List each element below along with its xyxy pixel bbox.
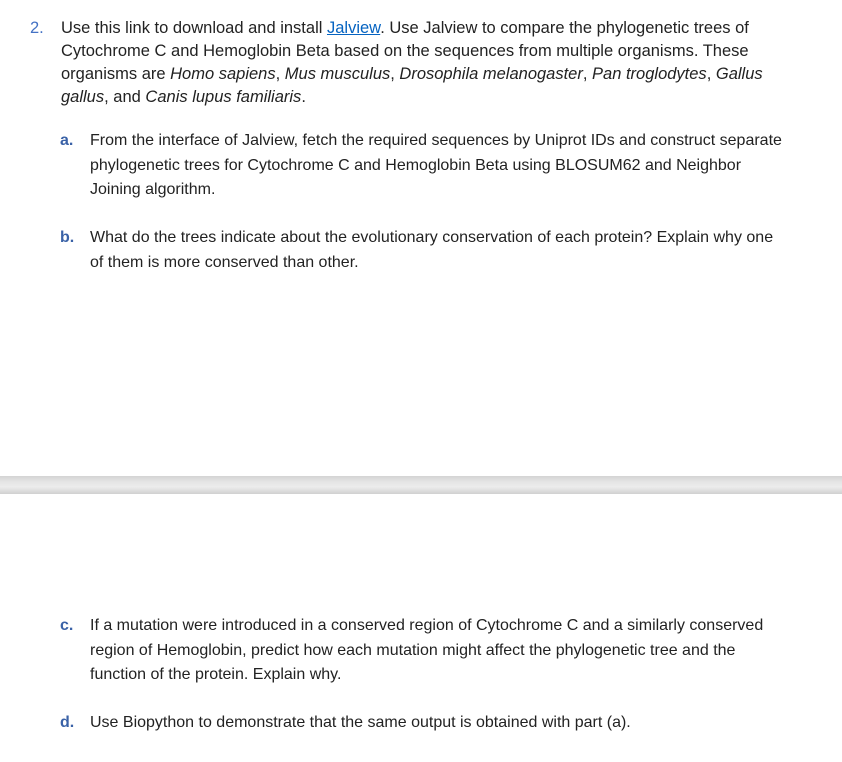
- organism-pan-troglodytes: Pan troglodytes: [592, 65, 707, 83]
- question-text: [61, 17, 771, 109]
- organism-separator: ,: [275, 65, 285, 83]
- subquestion-b-letter: b.: [60, 229, 75, 246]
- organism-separator: ,: [706, 65, 716, 83]
- organism-separator-and: , and: [104, 88, 146, 106]
- subquestion-c-text: If a mutation were introduced in a conserved region of Cytochrome C and a similarly conserved region of Hemoglobin, predict how each mutation might affect the phylogenetic tree and the function of the protein. Explain why.: [90, 617, 764, 683]
- document-page-bottom: [0, 494, 842, 762]
- organism-homo-sapiens: Homo sapiens: [170, 65, 276, 83]
- question-end: .: [301, 88, 306, 106]
- subquestion-a-text: From the interface of Jalview, fetch the required sequences by Uniprot IDs and construct separate phylogenetic trees for Cytochrome C and Hemoglobin Beta using BLOSUM62 and Neighbor Joining algorithm.: [90, 132, 782, 198]
- question-number: 2.: [30, 19, 44, 37]
- organism-mus-musculus: Mus musculus: [284, 65, 391, 83]
- subquestion-c-letter: c.: [60, 617, 74, 634]
- page-break-divider: [0, 476, 842, 494]
- subquestion-a-letter: a.: [60, 132, 74, 149]
- organism-separator: ,: [582, 65, 593, 83]
- organism-separator: ,: [390, 65, 400, 83]
- subquestion-d-letter: d.: [60, 714, 75, 731]
- question-intro-before-link: Use this link to download and install: [61, 19, 327, 37]
- jalview-link[interactable]: Jalview: [326, 19, 381, 37]
- question-intro-after-link: . Use Jalview to compare the phylogenetic trees of Cytochrome C and Hemoglobin Beta based on the sequences from multiple organisms. These organisms are: [61, 19, 749, 83]
- organism-gallus-gallus: Gallus gallus: [61, 65, 763, 106]
- organism-canis-lupus-familiaris: Canis lupus familiaris: [145, 88, 302, 106]
- organism-drosophila-melanogaster: Drosophila melanogaster: [399, 65, 583, 83]
- subquestion-d-text: Use Biopython to demonstrate that the same output is obtained with part (a).: [90, 714, 631, 731]
- subquestion-b-text: What do the trees indicate about the evolutionary conservation of each protein? Explain why one of them is more conserved than other.: [90, 229, 774, 271]
